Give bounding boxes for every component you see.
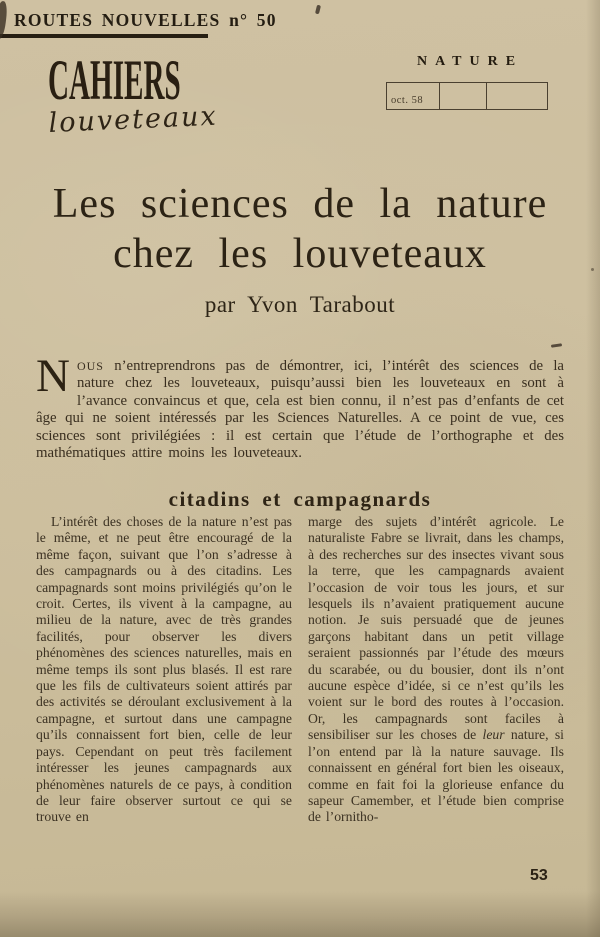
- date-box-empty-cell-2: [487, 83, 547, 109]
- column-right-italic-word: leur: [482, 727, 505, 743]
- date-box-empty-cell-1: [440, 83, 487, 109]
- section-heading: citadins et campagnards: [168, 487, 432, 511]
- column-left: [36, 514, 292, 826]
- lead-text: n’entreprendrons pas de démontrer, ici, l’intérêt des sciences de la nature chez les louveteaux, puisqu’aussi bien les louveteaux en sont à l’avance convaincus et que, cela est bien connu, il n’est pas d’enfants de cet âge qui ne soient intéressés par les Sciences Naturelles. A ce point de vue, ces sciences sont privilégiées : il est certain que l’étude de l’orthographe et des mathématiques attire moins les louveteaux.: [36, 358, 564, 462]
- masthead-title: ROUTES NOUVELLES n° 50: [14, 10, 277, 30]
- date-box-date-cell: oct. 58: [387, 83, 440, 109]
- magazine-title: CAHIERS: [48, 48, 181, 113]
- column-left-text: L’intérêt des choses de la nature n’est pas le même, et ne peut être encouragé de la même façon, suivant que l’on s’adresse à des campagnards ou à des citadins. Les campagnards sont moins privilégiés qu’on le croit. Certes, ils vivent à la campagne, au milieu de la nature, avec de très grandes facilités, pour observer les divers phénomènes des sciences naturelles, mais en même temps ils sont plus blasés. Il est rare que les fils de cultivateurs soient attirés par des activités se déroulant exclusivement à la campagne, et surtout dans une campagne qu’ils connaissent fort bien, celle de leur pays. Cependant on peut très facilement intéresser les jeunes campagnards aux phénomènes naturels de ce pays, à condition de leur faire observer surtout ce qui se trouve en: [36, 514, 292, 825]
- column-right: [308, 514, 564, 826]
- article-title-line2: chez les louveteaux: [113, 231, 487, 277]
- scan-artifact-dash-right: [551, 343, 562, 348]
- article-title-line1: Les sciences de la nature: [52, 181, 548, 227]
- lead-first-word-caps: OUS: [76, 359, 104, 373]
- page-number: 53: [530, 867, 548, 884]
- masthead-rule: [0, 34, 208, 38]
- article-byline: par Yvon Tarabout: [204, 292, 396, 317]
- date-box: [386, 82, 548, 110]
- column-right-text: [308, 514, 564, 826]
- magazine-subtitle-script: louveteaux: [48, 100, 219, 139]
- column-right-text-1: marge des sujets d’intérêt agricole. Le naturaliste Fabre se livrait, dans les champs, à des recherches sur des insectes vivant sous la terre, que les campagnards avaient l’occasion de voir tous les jours, et sur lesquels ils n’avaient pratiquement aucune notion. Je suis persuadé que de jeunes garçons habitant dans un petit village seraient passionnés par l’étude des mœurs du scarabée, ou du bousier, dont ils n’ont aucune espèce d’idée, si ce n’est qu’ils les voient sur le bord des routes à l’occasion. Or, les campagnards sont faciles à sensibiliser sur les choses de: [308, 514, 564, 743]
- drop-cap: N: [36, 350, 70, 402]
- scan-edge-shadow-right: [586, 0, 600, 937]
- scan-artifact-speck-top: [315, 5, 321, 15]
- rubric-label: NATURE: [417, 54, 524, 69]
- article-columns: [36, 514, 564, 826]
- column-right-text-2: nature, si l’on entend par là la nature sauvage. Ils connaissent en général fort bien les oiseaux, comme en fait foi la glorieuse enfance du sapeur Camember, et l’étude bien comprise de l’ornitho-: [308, 727, 564, 825]
- scan-edge-shadow-bottom: [0, 891, 600, 937]
- lead-paragraph: [36, 350, 564, 462]
